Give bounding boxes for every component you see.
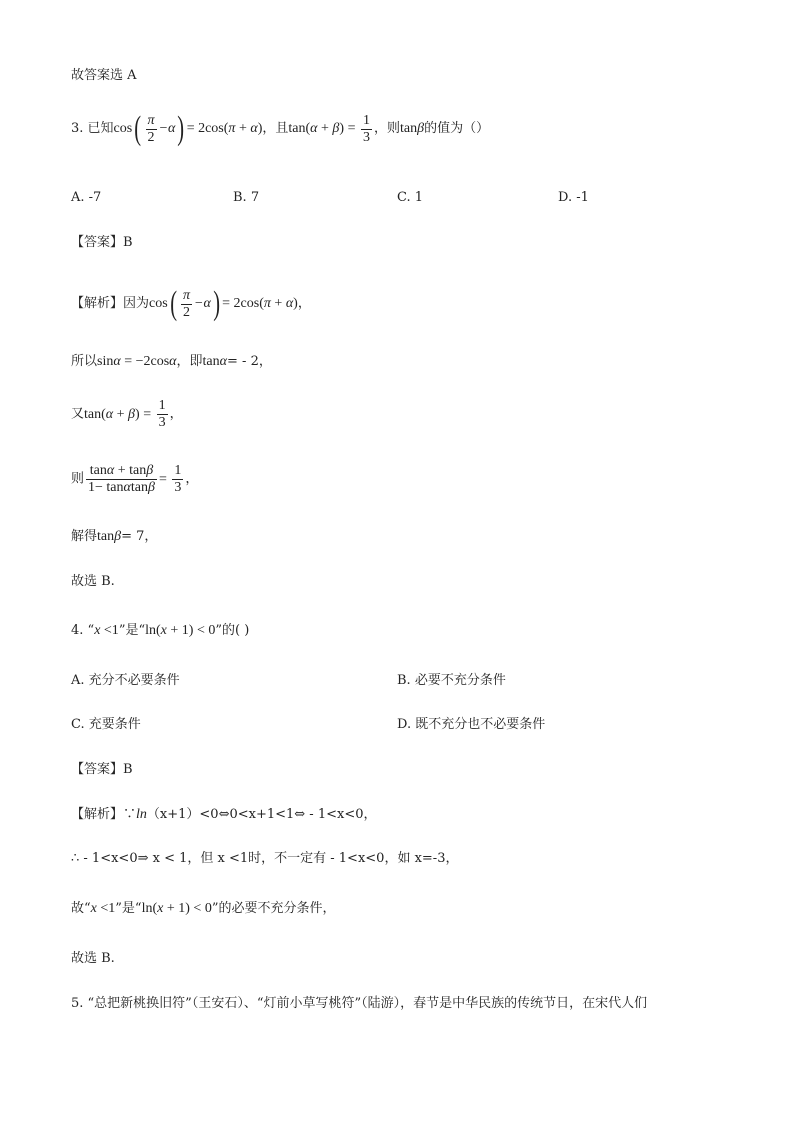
q4-option-d: D. 既不充分也不必要条件	[397, 717, 546, 732]
q3-answer: 【答案】B	[71, 235, 133, 250]
q3-solution-conclusion: 故选 B.	[71, 574, 115, 589]
question-4: 4. “x <1”是“ln(x + 1) < 0”的( )	[71, 623, 250, 638]
q4-solution-line-2: ∴ - 1<x<0⇒ x < 1，但 x <1时，不一定有 - 1<x<0，如 x=-3，	[71, 851, 459, 866]
q4-answer: 【答案】B	[71, 762, 133, 777]
q4-option-b: B. 必要不充分条件	[397, 673, 506, 688]
q3-solution-line-3: 又tan(α + β) = $\frac{1}{3}$ ，	[71, 398, 183, 430]
q3-option-c: C. 1	[397, 190, 424, 205]
q3-solution-line-5: 解得tanβ= 7，	[71, 529, 158, 544]
question-3: 3. 已知cos( $\frac{\pi}{2}$ −α) = 2cos(π + α)，且tan(α + β) = $\frac{1}{3}$ ，则tanβ的值为（）	[71, 110, 490, 147]
q3-option-b: B. 7	[233, 190, 260, 205]
q3-solution-line-4: 则 $\frac{\tan\alpha + \tan\beta}{1- \tan\alpha\tan\beta}$ = $\frac{1}{3}$ ，	[71, 463, 199, 495]
fraction-one-third: $\frac{1}{3}$	[362, 112, 370, 145]
q3-solution-line-1: 【解析】因为cos( $\frac{\pi}{2}$ −α) = 2cos(π + α)，	[71, 285, 311, 322]
q4-option-a: A. 充分不必要条件	[71, 673, 180, 688]
q4-option-c: C. 充要条件	[71, 717, 141, 732]
q3-solution-line-2: 所以sinα = −2cosα，即tanα= - 2，	[71, 354, 272, 369]
q4-solution-line-3: 故“x <1”是“ln(x + 1) < 0”的必要不充分条件，	[71, 901, 336, 916]
q3-option-d: D. -1	[558, 190, 589, 205]
previous-answer-line: 故答案选 A	[71, 68, 137, 83]
fraction-pi-over-2: $\frac{\pi}{2}$	[147, 112, 155, 145]
question-5: 5. “总把新桃换旧符”（王安石）、“灯前小草写桃符”（陆游），春节是中华民族的传统节日，在宋代人们	[71, 996, 648, 1011]
q4-solution-conclusion: 故选 B.	[71, 951, 115, 966]
q3-option-a: A. -7	[71, 190, 102, 205]
q4-solution-line-1: 【解析】∵ln（x+1）<0⇔0<x+1<1⇔ - 1<x<0，	[71, 807, 377, 822]
